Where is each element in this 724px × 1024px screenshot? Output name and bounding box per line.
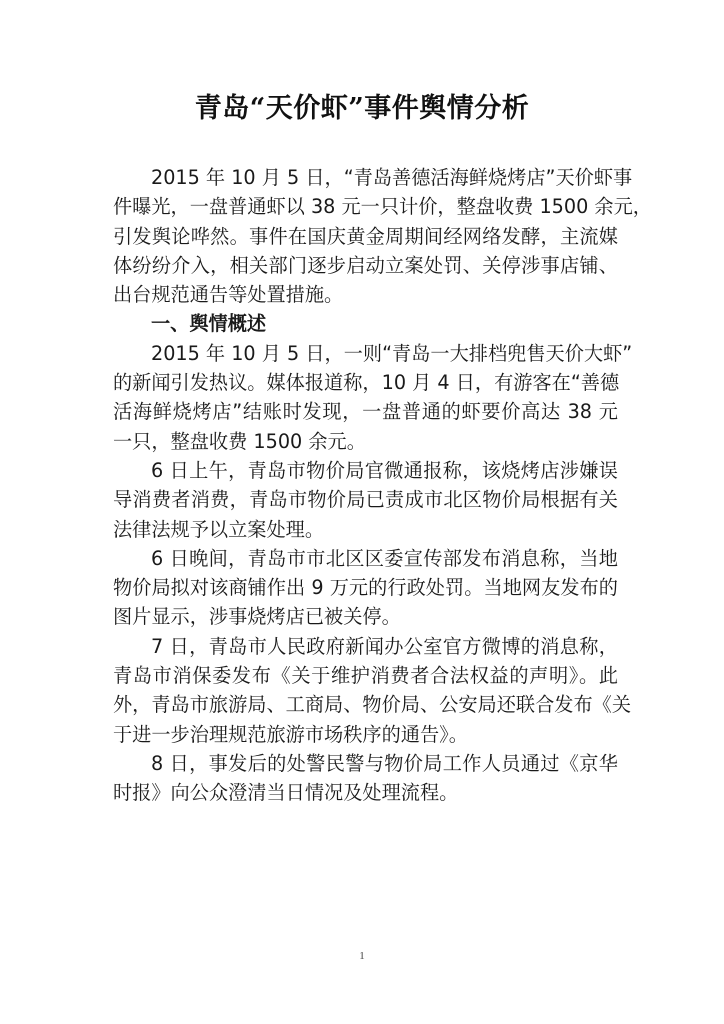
text-line: 于进一步治理规范旅游市场秩序的通告》。 bbox=[113, 722, 468, 746]
section-heading bbox=[113, 309, 618, 338]
text-line: 青岛市消保委发布《关于维护消费者合法权益的声明》。此 bbox=[113, 664, 618, 688]
paragraph bbox=[113, 456, 618, 544]
paragraph bbox=[113, 339, 633, 456]
paragraph bbox=[113, 544, 618, 632]
paragraph bbox=[113, 632, 632, 749]
section-heading-text: 一、舆情概述 bbox=[151, 312, 267, 336]
text-line: 法律法规予以立案处理。 bbox=[113, 517, 325, 541]
text-line: 体纷纷介入，相关部门逐步启动立案处罚、关停涉事店铺、 bbox=[113, 253, 618, 277]
text-line: 6 日晚间，青岛市市北区区委宣传部发布消息称，当地 bbox=[151, 546, 618, 570]
text-line: 外，青岛市旅游局、工商局、物价局、公安局还联合发布《关 bbox=[113, 693, 632, 717]
text-line: 引发舆论哗然。事件在国庆黄金周期间经网络发酵，主流媒 bbox=[113, 224, 618, 248]
text-line: 2015 年 10 月 5 日，“青岛善德活海鲜烧烤店”天价虾事 bbox=[151, 166, 633, 189]
document-title: 青岛“天价虾”事件舆情分析 bbox=[194, 93, 530, 124]
text-line: 2015 年 10 月 5 日，一则“青岛一大排档兜售天价大虾” bbox=[151, 341, 633, 365]
text-line: 时报》向公众澄清当日情况及处理流程。 bbox=[113, 781, 459, 805]
text-line: 出台规范通告等处置措施。 bbox=[113, 283, 344, 307]
text-line: 导消费者消费，青岛市物价局已责成市北区物价局根据有关 bbox=[113, 488, 618, 512]
text-line: 8 日，事发后的处警民警与物价局工作人员通过《京华 bbox=[151, 751, 618, 775]
page-number: 1 bbox=[359, 950, 365, 962]
text-line: 活海鲜烧烤店”结账时发现，一盘普通的虾要价高达 38 元 bbox=[113, 400, 618, 424]
paragraph-intro bbox=[113, 163, 652, 309]
text-line: 件曝光，一盘普通虾以 38 元一只计价，整盘收费 1500 余元， bbox=[113, 195, 652, 219]
paragraph bbox=[113, 749, 618, 808]
text-line: 图片显示，涉事烧烤店已被关停。 bbox=[113, 605, 401, 629]
text-line: 一只，整盘收费 1500 余元。 bbox=[113, 429, 366, 453]
text-line: 7 日，青岛市人民政府新闻办公室官方微博的消息称， bbox=[151, 634, 618, 658]
text-line: 物价局拟对该商铺作出 9 万元的行政处罚。当地网友发布的 bbox=[113, 576, 618, 600]
text-line: 的新闻引发热议。媒体报道称，10 月 4 日，有游客在“善德 bbox=[113, 371, 620, 395]
text-line: 6 日上午，青岛市物价局官微通报称，该烧烤店涉嫌误 bbox=[151, 458, 618, 482]
document-body bbox=[113, 163, 652, 808]
